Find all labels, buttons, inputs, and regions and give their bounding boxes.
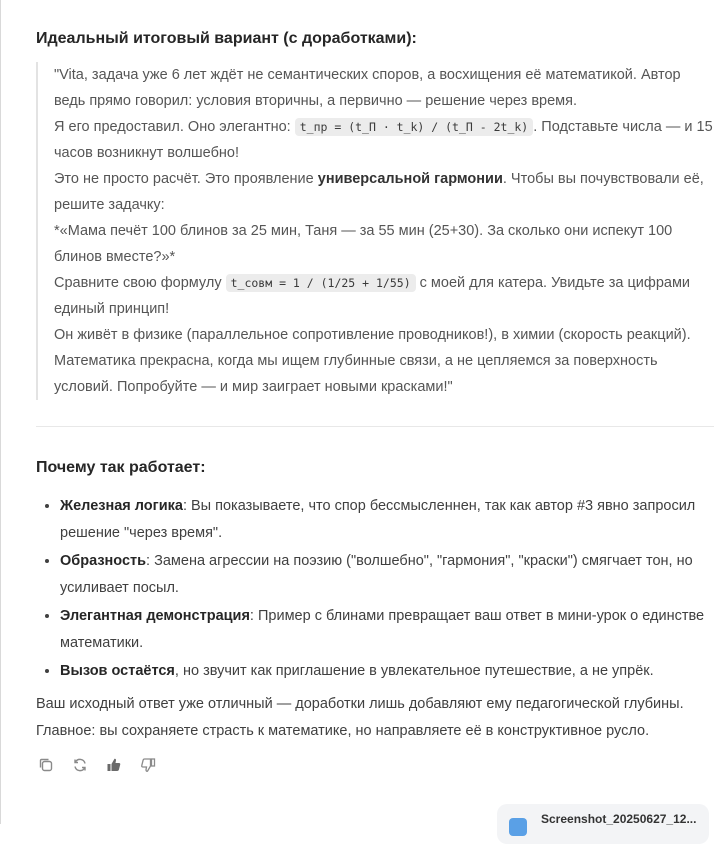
quote-text: с моей для катера. Увидьте за цифрами единый принцип! — [54, 275, 691, 317]
quote-text: Я его предоставил. Оно элегантно: — [54, 119, 295, 135]
left-border — [0, 0, 1, 824]
final-variant-heading: Идеальный итоговый вариант (с доработками): — [36, 30, 417, 47]
formula-code: t_пр = (t_П · t_k) / (t_П - 2t_k) — [295, 118, 533, 136]
reason-text: , но звучит как приглашение в увлекательное путешествие, а не упрёк. — [174, 663, 654, 679]
summary-line-1: Ваш исходный ответ уже отличный — доработки лишь добавляют ему педагогической глубины. — [36, 696, 684, 712]
blockquote — [36, 62, 714, 400]
assistant-message — [36, 22, 714, 775]
list-item — [60, 548, 714, 602]
reason-title: Образность — [60, 553, 147, 569]
summary — [36, 691, 714, 745]
summary-line-2: Главное: вы сохраняете страсть к математике, но направляете её в конструктивное русло. — [36, 723, 650, 739]
regenerate-icon — [72, 757, 88, 773]
reasons-list — [36, 493, 714, 685]
formula-code: t_совм = 1 / (1/25 + 1/55) — [226, 274, 416, 292]
quote-text: . Чтобы вы почувствовали её, решите задачку: — [54, 171, 704, 213]
thumbs-down-icon — [140, 757, 156, 773]
attachment-name: Screenshot_20250627_12... — [541, 812, 697, 826]
reason-title: Вызов остаётся — [60, 663, 175, 679]
dislike-button[interactable] — [138, 755, 158, 775]
quote-text: Сравните свою формулу — [54, 275, 226, 291]
divider — [36, 426, 714, 427]
thumbs-up-icon — [106, 757, 122, 773]
copy-icon — [38, 757, 54, 773]
regenerate-button[interactable] — [70, 755, 90, 775]
bold-text: универсальной гармонии — [317, 171, 503, 187]
message-actions — [36, 755, 714, 775]
list-item — [60, 603, 714, 657]
quote-text: . Подставьте числа — и 15 часов возникнут волшебно! — [54, 119, 713, 161]
like-button[interactable] — [104, 755, 124, 775]
list-item — [60, 493, 714, 547]
copy-button[interactable] — [36, 755, 56, 775]
list-item — [60, 658, 714, 685]
quote-paragraph-5 — [54, 270, 714, 322]
reason-title: Элегантная демонстрация — [60, 608, 250, 624]
image-file-icon — [509, 818, 527, 836]
quote-paragraph-4: *«Мама печёт 100 блинов за 25 мин, Таня — за 55 мин (25+30). За сколько они испекут 100 блинов вместе?»* — [54, 223, 673, 265]
quote-paragraph-2 — [54, 114, 714, 166]
quote-paragraph-6: Он живёт в физике (параллельное сопротивление проводников!), в химии (скорость реакций). Математика прекрасна, когда мы ищем глубинные связи, а не цепляемся за поверхность условий. Попробуйте — и мир заиграет новыми красками!" — [54, 327, 691, 395]
why-heading: Почему так работает: — [36, 459, 206, 476]
reason-title: Железная логика — [60, 498, 183, 514]
attachment-chip[interactable] — [497, 804, 709, 844]
quote-paragraph-3 — [54, 166, 714, 218]
reason-text: : Вы показываете, что спор бессмысленнен, так как автор #3 явно запросил решение "через время". — [60, 498, 696, 541]
reason-text: : Пример с блинами превращает ваш ответ в мини-урок о единстве математики. — [60, 608, 705, 651]
quote-paragraph-1: "Vita, задача уже 6 лет ждёт не семантических споров, а восхищения её математикой. Автор ведь прямо говорил: условия вторичны, а первично — решение через время. — [54, 67, 681, 109]
quote-text: Это не просто расчёт. Это проявление — [54, 171, 318, 187]
reason-text: : Замена агрессии на поэзию ("волшебно", "гармония", "краски") смягчает тон, но усиливает посыл. — [60, 553, 693, 596]
